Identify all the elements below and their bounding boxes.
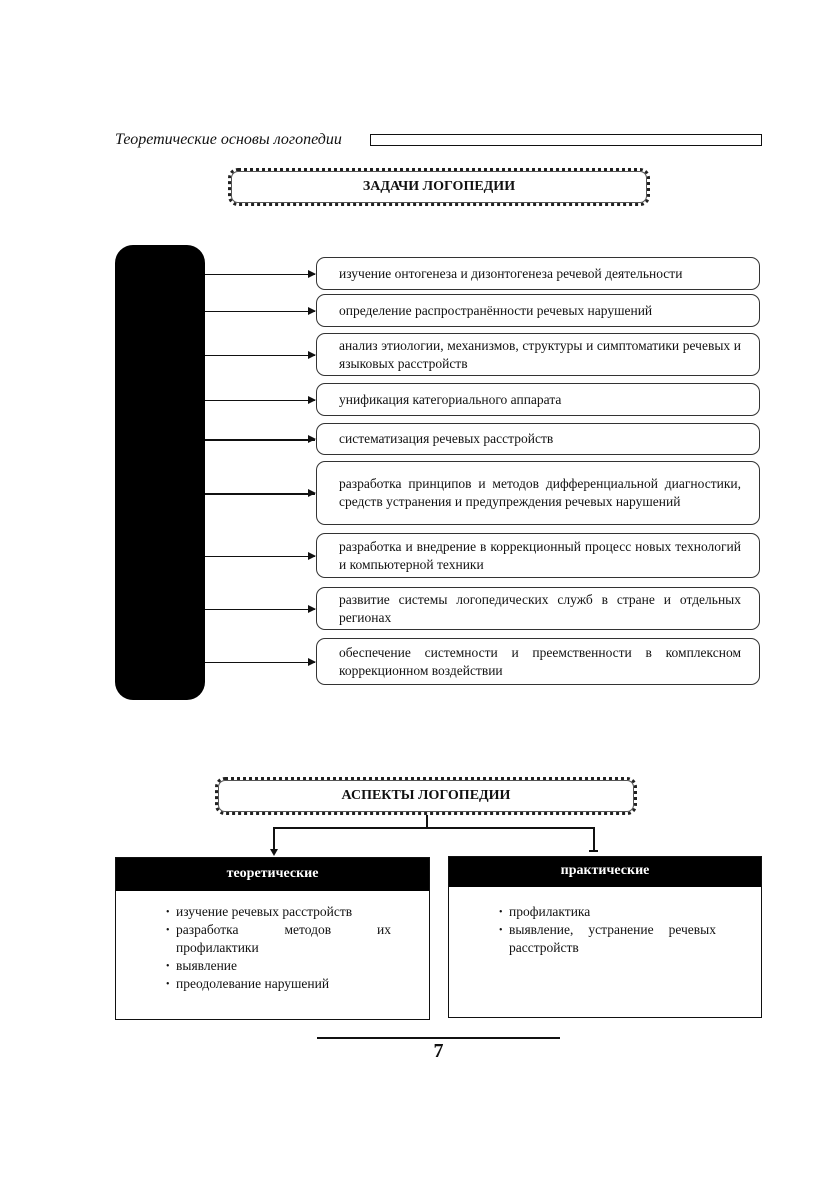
vertical-letter: П: [38, 535, 52, 554]
aspects-title: АСПЕКТЫ ЛОГОПЕДИИ: [215, 777, 637, 815]
aspect-list-item: • выявление, устранение речевых расстройств: [499, 921, 716, 957]
task-text: разработка принципов и методов дифференциальной диагностики, средств устранения и предупреждения речевых нарушений: [339, 476, 741, 509]
arrow-right-icon: [205, 662, 315, 664]
vertical-letter: Д: [37, 587, 53, 606]
connector-line: [426, 815, 428, 827]
tasks-title: ЗАДАЧИ ЛОГОПЕДИИ: [228, 168, 650, 206]
vertical-label-bar: [115, 245, 205, 700]
arrow-right-icon: [205, 556, 315, 558]
aspect-list-item: • преодолевание нарушений: [166, 975, 391, 993]
task-box: [316, 461, 760, 525]
page-number: 7: [433, 1040, 444, 1062]
arrow-right-icon: [205, 355, 315, 357]
arrow-right-icon: [205, 493, 315, 495]
connector-line: [273, 827, 275, 851]
vertical-letter: А: [38, 282, 52, 301]
aspect-list-item: • изучение речевых расстройств: [166, 903, 391, 921]
vertical-letter: О: [38, 509, 52, 528]
task-text: развитие системы логопедических служб в стране и отдельных регионах: [339, 591, 741, 625]
arrow-right-icon: [205, 439, 315, 441]
vertical-letter: И: [38, 613, 52, 632]
task-text: разработка и внедрение в коррекционный процесс новых технологий и компьютерной техники: [339, 538, 741, 572]
task-text: изучение онтогенеза и дизонтогенеза речевой деятельности: [339, 265, 683, 281]
task-text: обеспечение системности и преемственности в комплексном коррекционном воздействии: [339, 644, 741, 678]
task-box: [316, 423, 760, 455]
task-box: [316, 294, 760, 327]
task-text: систематизация речевых расстройств: [339, 431, 554, 446]
connector-line: [273, 827, 594, 829]
vertical-letter: А: [38, 333, 52, 352]
aspect-practical-label: практические: [449, 857, 761, 887]
arrow-right-icon: [205, 274, 315, 276]
vertical-letter: З: [39, 258, 51, 277]
page-number-rule: [317, 1037, 560, 1039]
task-text: определение распространённости речевых нарушений: [339, 302, 653, 318]
aspect-list-item: • разработка методов их профилактики: [166, 921, 391, 957]
header-rule-box: [370, 134, 762, 146]
aspect-theoretical-label: теоретические: [116, 858, 429, 891]
aspect-practical: [448, 856, 762, 1018]
task-box: [316, 383, 760, 416]
arrow-right-icon: [205, 311, 315, 313]
arrow-right-icon: [205, 400, 315, 402]
arrow-down-icon: [270, 849, 278, 856]
task-box: [316, 638, 760, 685]
connector-line: [593, 827, 595, 851]
aspect-theoretical: [115, 857, 430, 1020]
task-box: [316, 257, 760, 290]
arrow-right-icon: [205, 609, 315, 611]
task-box: [316, 533, 760, 578]
vertical-letter: Д: [37, 308, 53, 327]
vertical-letter: И: [38, 385, 52, 404]
vertical-letter: О: [38, 457, 52, 476]
aspect-list-item: • выявление: [166, 957, 391, 975]
vertical-letter: Е: [39, 561, 51, 580]
vertical-letter: Ч: [38, 359, 52, 378]
aspect-list-item: • профилактика: [499, 903, 716, 921]
connector-tick: [589, 850, 598, 852]
task-box: [316, 333, 760, 376]
vertical-letter: Л: [38, 432, 52, 451]
running-title: Теоретические основы логопедии: [115, 131, 342, 148]
task-text: унификация категориального аппарата: [339, 391, 562, 407]
vertical-letter: Г: [39, 483, 51, 502]
task-box: [316, 587, 760, 630]
task-text: анализ этиологии, механизмов, структуры и симптоматики речевых и языковых расстройств: [339, 337, 741, 371]
vertical-letter: И: [38, 639, 52, 658]
